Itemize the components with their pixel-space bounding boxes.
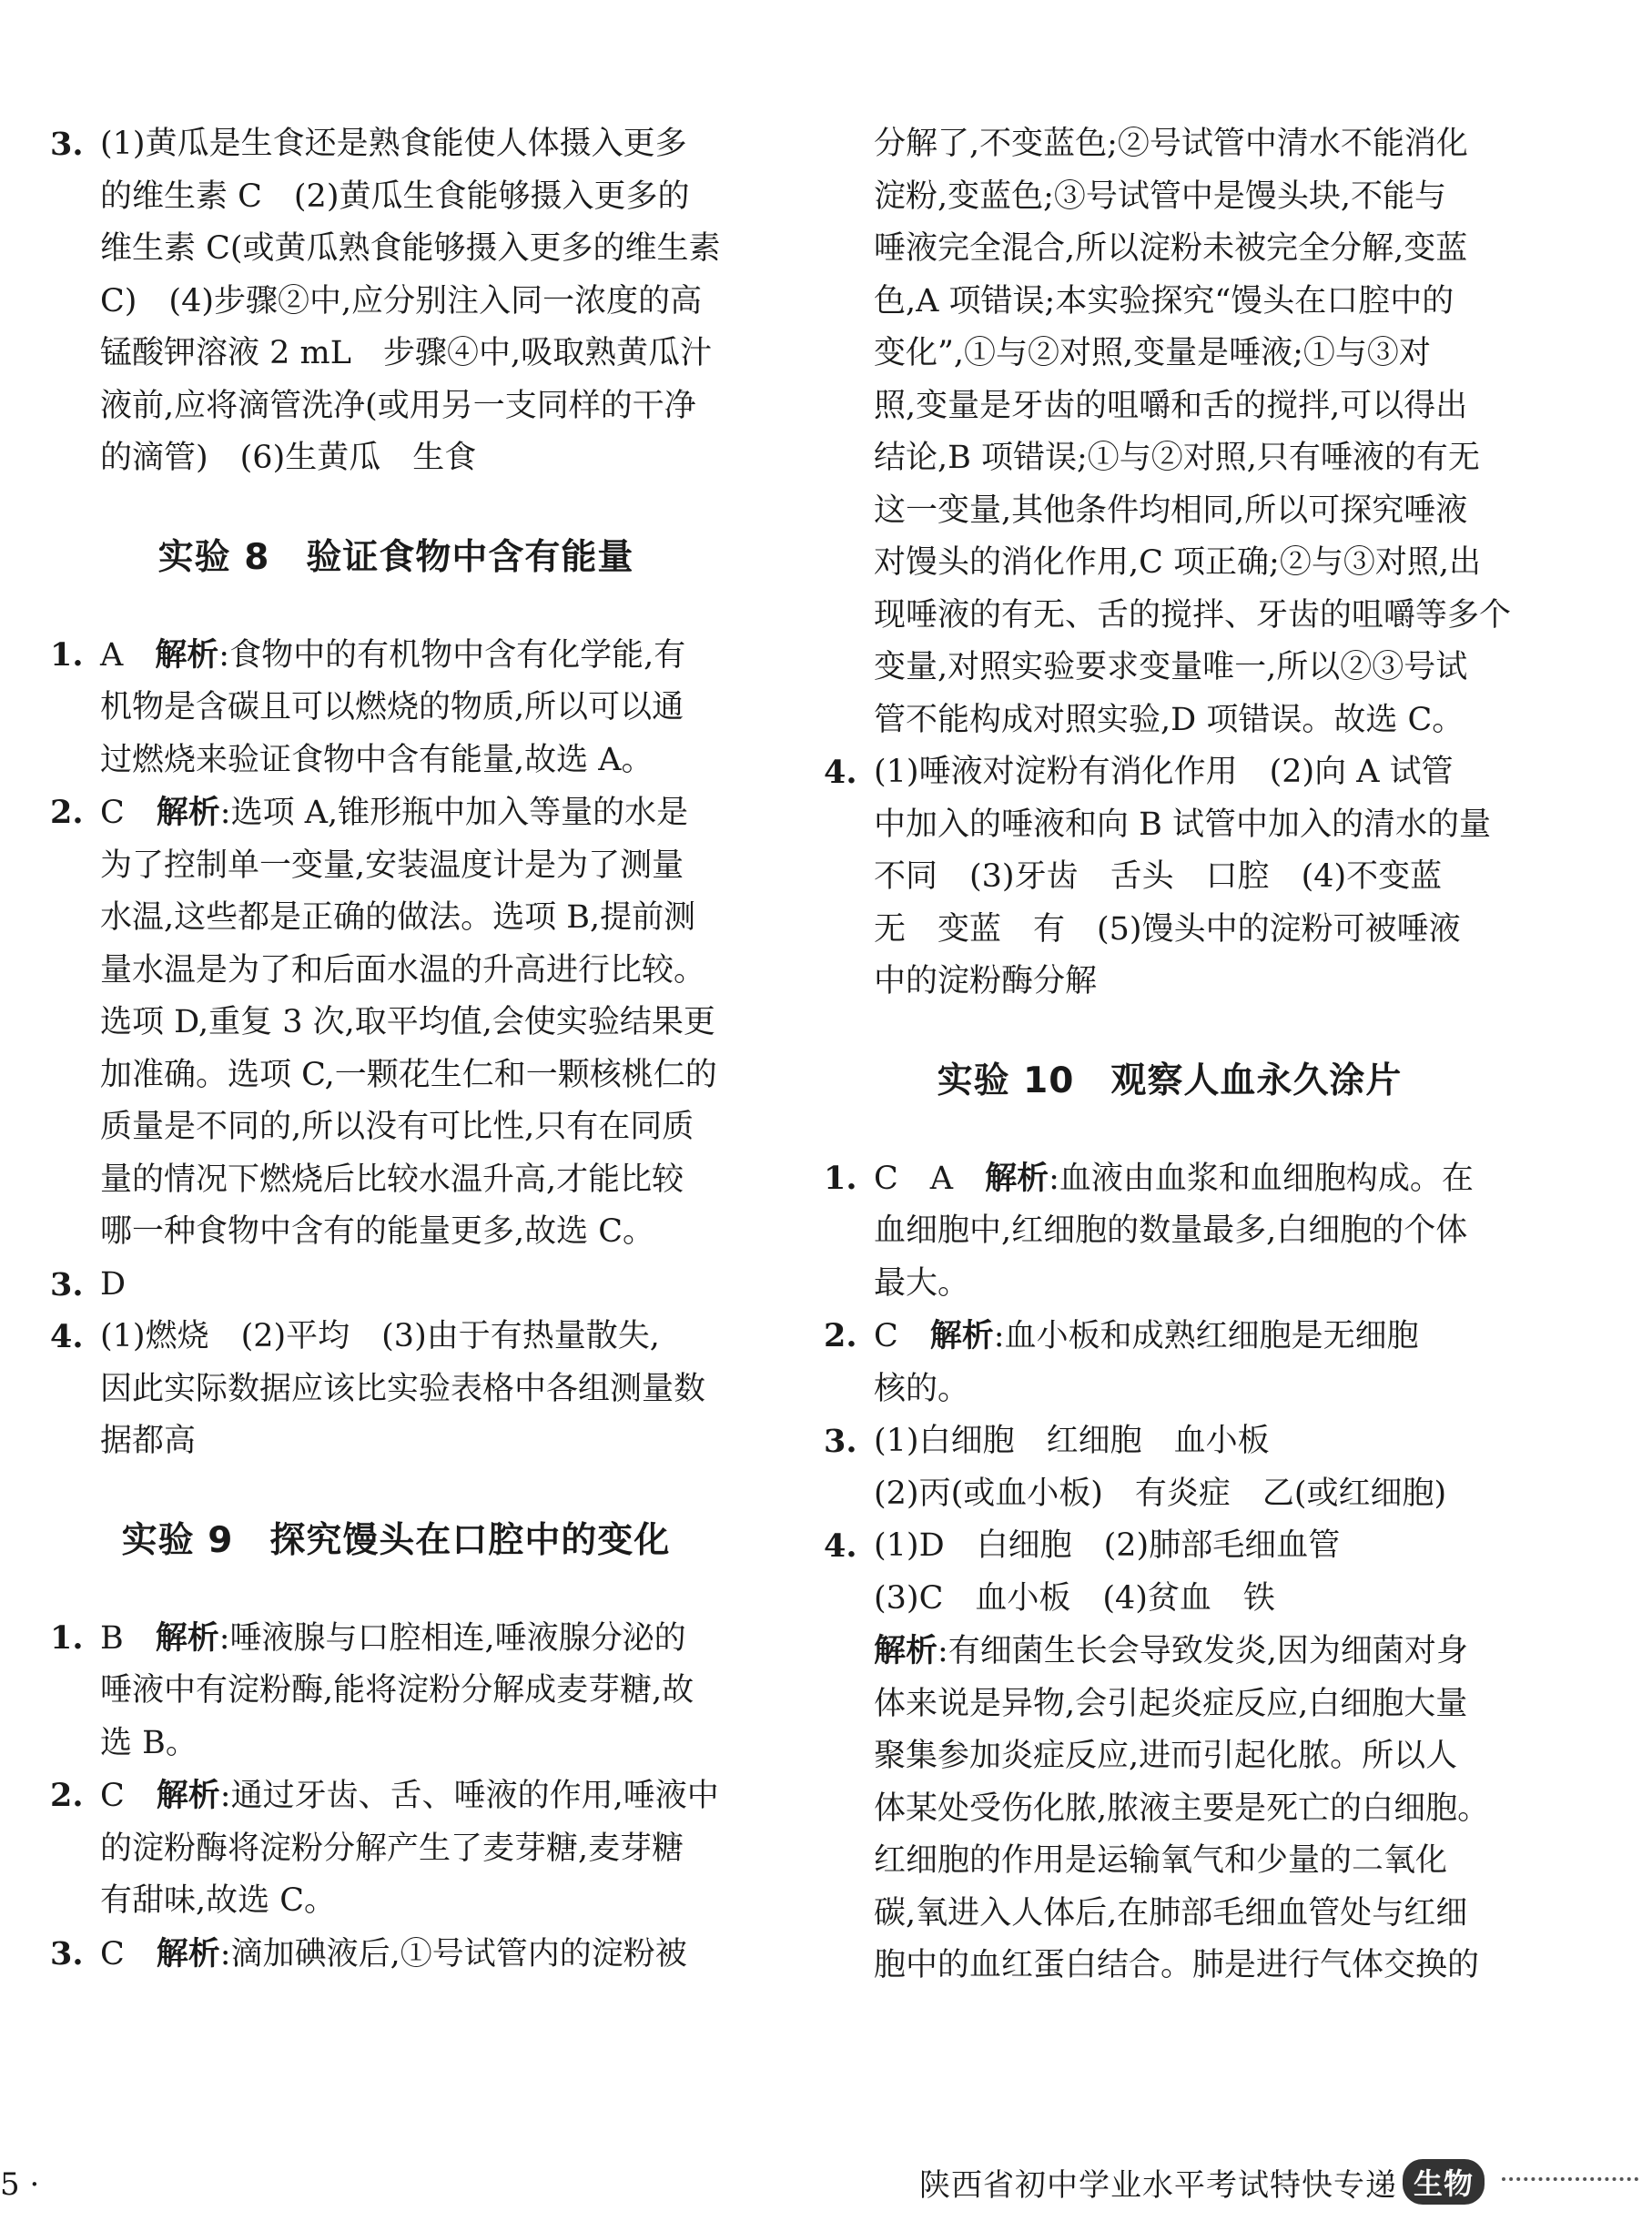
text-line: 色,A 项错误;本实验探究“馒头在口腔中的 — [874, 282, 1454, 319]
text-line: 胞中的血红蛋白结合。肺是进行气体交换的 — [874, 1947, 1480, 1983]
text-line: 唾液完全混合,所以淀粉未被完全分解,变蓝 — [874, 230, 1468, 267]
answer-choice: C — [874, 1318, 930, 1354]
text-line — [100, 786, 742, 840]
text-line: C) (4)步骤②中,应分别注入同一浓度的高 — [100, 282, 703, 319]
text-line — [100, 1928, 742, 1982]
text-line: (2)丙(或血小板) 有炎症 乙(或红细胞) — [874, 1475, 1447, 1512]
analysis-label: 解析 — [156, 1777, 220, 1814]
item-number: 3. — [50, 1934, 84, 1972]
answer-item-4 — [824, 746, 1515, 1009]
text-line: 淀粉,变蓝色;③号试管中是馒头块,不能与 — [874, 177, 1447, 215]
text-line: 中的淀粉酶分解 — [874, 963, 1098, 999]
analysis-label: 解析 — [156, 1934, 220, 1972]
answer-item-2 — [50, 786, 742, 1259]
text-line — [874, 1625, 1515, 1678]
text-line: 机物是含碳且可以燃烧的物质,所以可以通 — [100, 689, 684, 725]
answer-item-1 — [50, 629, 742, 787]
item-number: 2. — [824, 1317, 857, 1354]
text-line: (1)黄瓜是生食还是熟食能使人体摄入更多 — [100, 126, 687, 162]
answer-item-2 — [824, 1310, 1515, 1415]
text-line: (1)唾液对淀粉有消化作用 (2)向 A 试管 — [874, 754, 1454, 790]
item-number: 1. — [50, 635, 84, 674]
analysis-label: 解析 — [929, 1317, 994, 1354]
analysis-label: 解析 — [155, 1618, 219, 1657]
page-number: 5 · — [0, 2166, 40, 2203]
item-number: 3. — [50, 126, 84, 163]
text-line — [100, 629, 742, 683]
item-number: 3. — [824, 1423, 857, 1460]
publication-title: 陕西省初中学业水平考试特快专递 — [919, 2166, 1397, 2204]
answer-item-3 — [50, 1259, 742, 1312]
text-line: 体来说是异物,会引起炎症反应,白细胞大量 — [874, 1685, 1468, 1722]
subject-badge: 生物 — [1403, 2159, 1485, 2205]
right-column — [824, 118, 1515, 1993]
answer-choice: A — [100, 636, 156, 674]
answer-choice: C — [100, 1778, 157, 1814]
text-line: (1)D 白细胞 (2)肺部毛细血管 — [874, 1527, 1341, 1564]
item-number: 1. — [824, 1159, 857, 1197]
text-line: 变化”,①与②对照,变量是唾液;①与③对 — [874, 335, 1431, 371]
answer-item-3 — [824, 1415, 1515, 1520]
answer-item-1 — [50, 1612, 742, 1770]
text-line: 管不能构成对照实验,D 项错误。故选 C。 — [874, 701, 1465, 738]
section-heading-exp9: 实验 9 探究馒头在口腔中的变化 — [121, 1519, 671, 1561]
answer-item-3 — [50, 1928, 742, 1982]
text-line: 据都高 — [100, 1423, 197, 1459]
text-line: 红细胞的作用是运输氧气和少量的二氧化 — [874, 1842, 1448, 1879]
item-number: 4. — [50, 1318, 84, 1355]
text-line: 液前,应将滴管洗净(或用另一支同样的干净 — [100, 387, 696, 424]
text-line: 核的。 — [874, 1370, 970, 1407]
item-number: 3. — [50, 1265, 84, 1303]
section-heading-exp8: 实验 8 验证食物中含有能量 — [157, 536, 634, 578]
text-line: (3)C 血小板 (4)贫血 铁 — [874, 1579, 1275, 1617]
left-column — [50, 118, 742, 1981]
text-line: 现唾液的有无、舌的搅拌、牙齿的咀嚼等多个 — [874, 596, 1512, 634]
answer-choice: B — [100, 1619, 156, 1657]
text-line — [874, 1152, 1515, 1206]
text-line: 过燃烧来验证食物中含有能量,故选 A。 — [100, 741, 654, 778]
text-line: 水温,这些都是正确的做法。选项 B,提前测 — [100, 899, 696, 936]
answer-item-4 — [824, 1520, 1515, 1993]
analysis-label: 解析 — [156, 794, 220, 831]
text-line: 这一变量,其他条件均相同,所以可探究唾液 — [874, 492, 1468, 529]
text-line: 体某处受伤化脓,脓液主要是死亡的白细胞。 — [874, 1790, 1490, 1827]
answer-item-3-continued — [824, 118, 1515, 746]
analysis-label: 解析 — [874, 1632, 938, 1669]
answer-item-2 — [50, 1770, 742, 1928]
item-number: 4. — [824, 1527, 857, 1565]
text-line: D — [100, 1265, 127, 1303]
analysis-text: :通过牙齿、舌、唾液的作用,唾液中 — [219, 1778, 719, 1814]
text-line: 因此实际数据应该比实验表格中各组测量数 — [100, 1370, 706, 1407]
text-line: (1)白细胞 红细胞 血小板 — [874, 1423, 1270, 1459]
item-number: 4. — [824, 754, 857, 791]
analysis-label: 解析 — [985, 1159, 1049, 1197]
text-line: 的滴管) (6)生黄瓜 生食 — [100, 440, 477, 476]
text-line: 维生素 C(或黄瓜熟食能够摄入更多的维生素 — [100, 230, 721, 267]
text-line — [100, 1770, 742, 1823]
text-line: 中加入的唾液和向 B 试管中加入的清水的量 — [874, 806, 1491, 843]
text-line: 哪一种食物中含有的能量更多,故选 C。 — [100, 1213, 655, 1250]
section-heading-exp10: 实验 10 观察人血永久涂片 — [937, 1060, 1403, 1101]
analysis-text: :唾液腺与口腔相连,唾液腺分泌的 — [218, 1619, 686, 1657]
text-line: 血细胞中,红细胞的数量最多,白细胞的个体 — [874, 1212, 1468, 1249]
answer-choice: C — [100, 1935, 157, 1972]
text-line: 质量是不同的,所以没有可比性,只有在同质 — [100, 1109, 694, 1145]
text-line: 照,变量是牙齿的咀嚼和舌的搅拌,可以得出 — [874, 387, 1468, 424]
text-line: 无 变蓝 有 (5)馒头中的淀粉可被唾液 — [874, 910, 1461, 948]
footer-title — [919, 2155, 1485, 2208]
text-line: 不同 (3)牙齿 舌头 口腔 (4)不变蓝 — [874, 858, 1443, 895]
analysis-text: :滴加碘液后,①号试管内的淀粉被 — [219, 1935, 687, 1972]
analysis-text: :选项 A,锥形瓶中加入等量的水是 — [219, 795, 689, 831]
text-line: 聚集参加炎症反应,进而引起化脓。所以人 — [874, 1738, 1458, 1774]
text-line — [100, 1612, 742, 1666]
text-line: 的维生素 C (2)黄瓜生食能够摄入更多的 — [100, 177, 690, 215]
text-line: 对馒头的消化作用,C 项正确;②与③对照,出 — [874, 544, 1481, 581]
footer-dotted-line — [1502, 2177, 1638, 2181]
text-line: 选项 D,重复 3 次,取平均值,会使实验结果更 — [100, 1004, 715, 1040]
analysis-text: :血小板和成熟红细胞是无细胞 — [993, 1318, 1419, 1354]
text-line: 分解了,不变蓝色;②号试管中清水不能消化 — [874, 126, 1468, 162]
text-line: (1)燃烧 (2)平均 (3)由于有热量散失, — [100, 1318, 660, 1354]
text-line: 为了控制单一变量,安装温度计是为了测量 — [100, 847, 684, 884]
answer-item-1 — [824, 1152, 1515, 1311]
item-number: 2. — [50, 1777, 84, 1814]
text-line: 加准确。选项 C,一颗花生仁和一颗核桃仁的 — [100, 1056, 717, 1093]
analysis-label: 解析 — [155, 635, 219, 674]
text-line: 变量,对照实验要求变量唯一,所以②③号试 — [874, 649, 1468, 685]
text-line: 锰酸钾溶液 2 mL 步骤④中,吸取熟黄瓜汁 — [100, 335, 713, 371]
answer-choice: C A — [874, 1160, 986, 1197]
answer-item-3-prev — [50, 118, 742, 485]
item-number: 1. — [50, 1618, 84, 1657]
text-line: 有甜味,故选 C。 — [100, 1882, 337, 1919]
text-line: 量的情况下燃烧后比较水温升高,才能比较 — [100, 1161, 684, 1198]
analysis-text: :食物中的有机物中含有化学能,有 — [218, 636, 686, 674]
text-line: 最大。 — [874, 1264, 970, 1302]
item-number: 2. — [50, 794, 84, 831]
analysis-text: :血液由血浆和血细胞构成。在 — [1049, 1160, 1474, 1197]
text-line: 选 B。 — [100, 1724, 198, 1761]
text-line — [874, 1310, 1515, 1364]
text-line: 的淀粉酶将淀粉分解产生了麦芽糖,麦芽糖 — [100, 1830, 684, 1867]
text-line: 量水温是为了和后面水温的升高进行比较。 — [100, 951, 706, 989]
analysis-text: :有细菌生长会导致发炎,因为细菌对身 — [937, 1633, 1468, 1669]
answer-item-4 — [50, 1311, 742, 1468]
answer-choice: C — [100, 795, 157, 831]
text-line: 碳,氧进入人体后,在肺部毛细血管处与红细 — [874, 1894, 1468, 1932]
text-line: 唾液中有淀粉酶,能将淀粉分解成麦芽糖,故 — [100, 1672, 694, 1709]
text-line: 结论,B 项错误;①与②对照,只有唾液的有无 — [874, 440, 1480, 476]
